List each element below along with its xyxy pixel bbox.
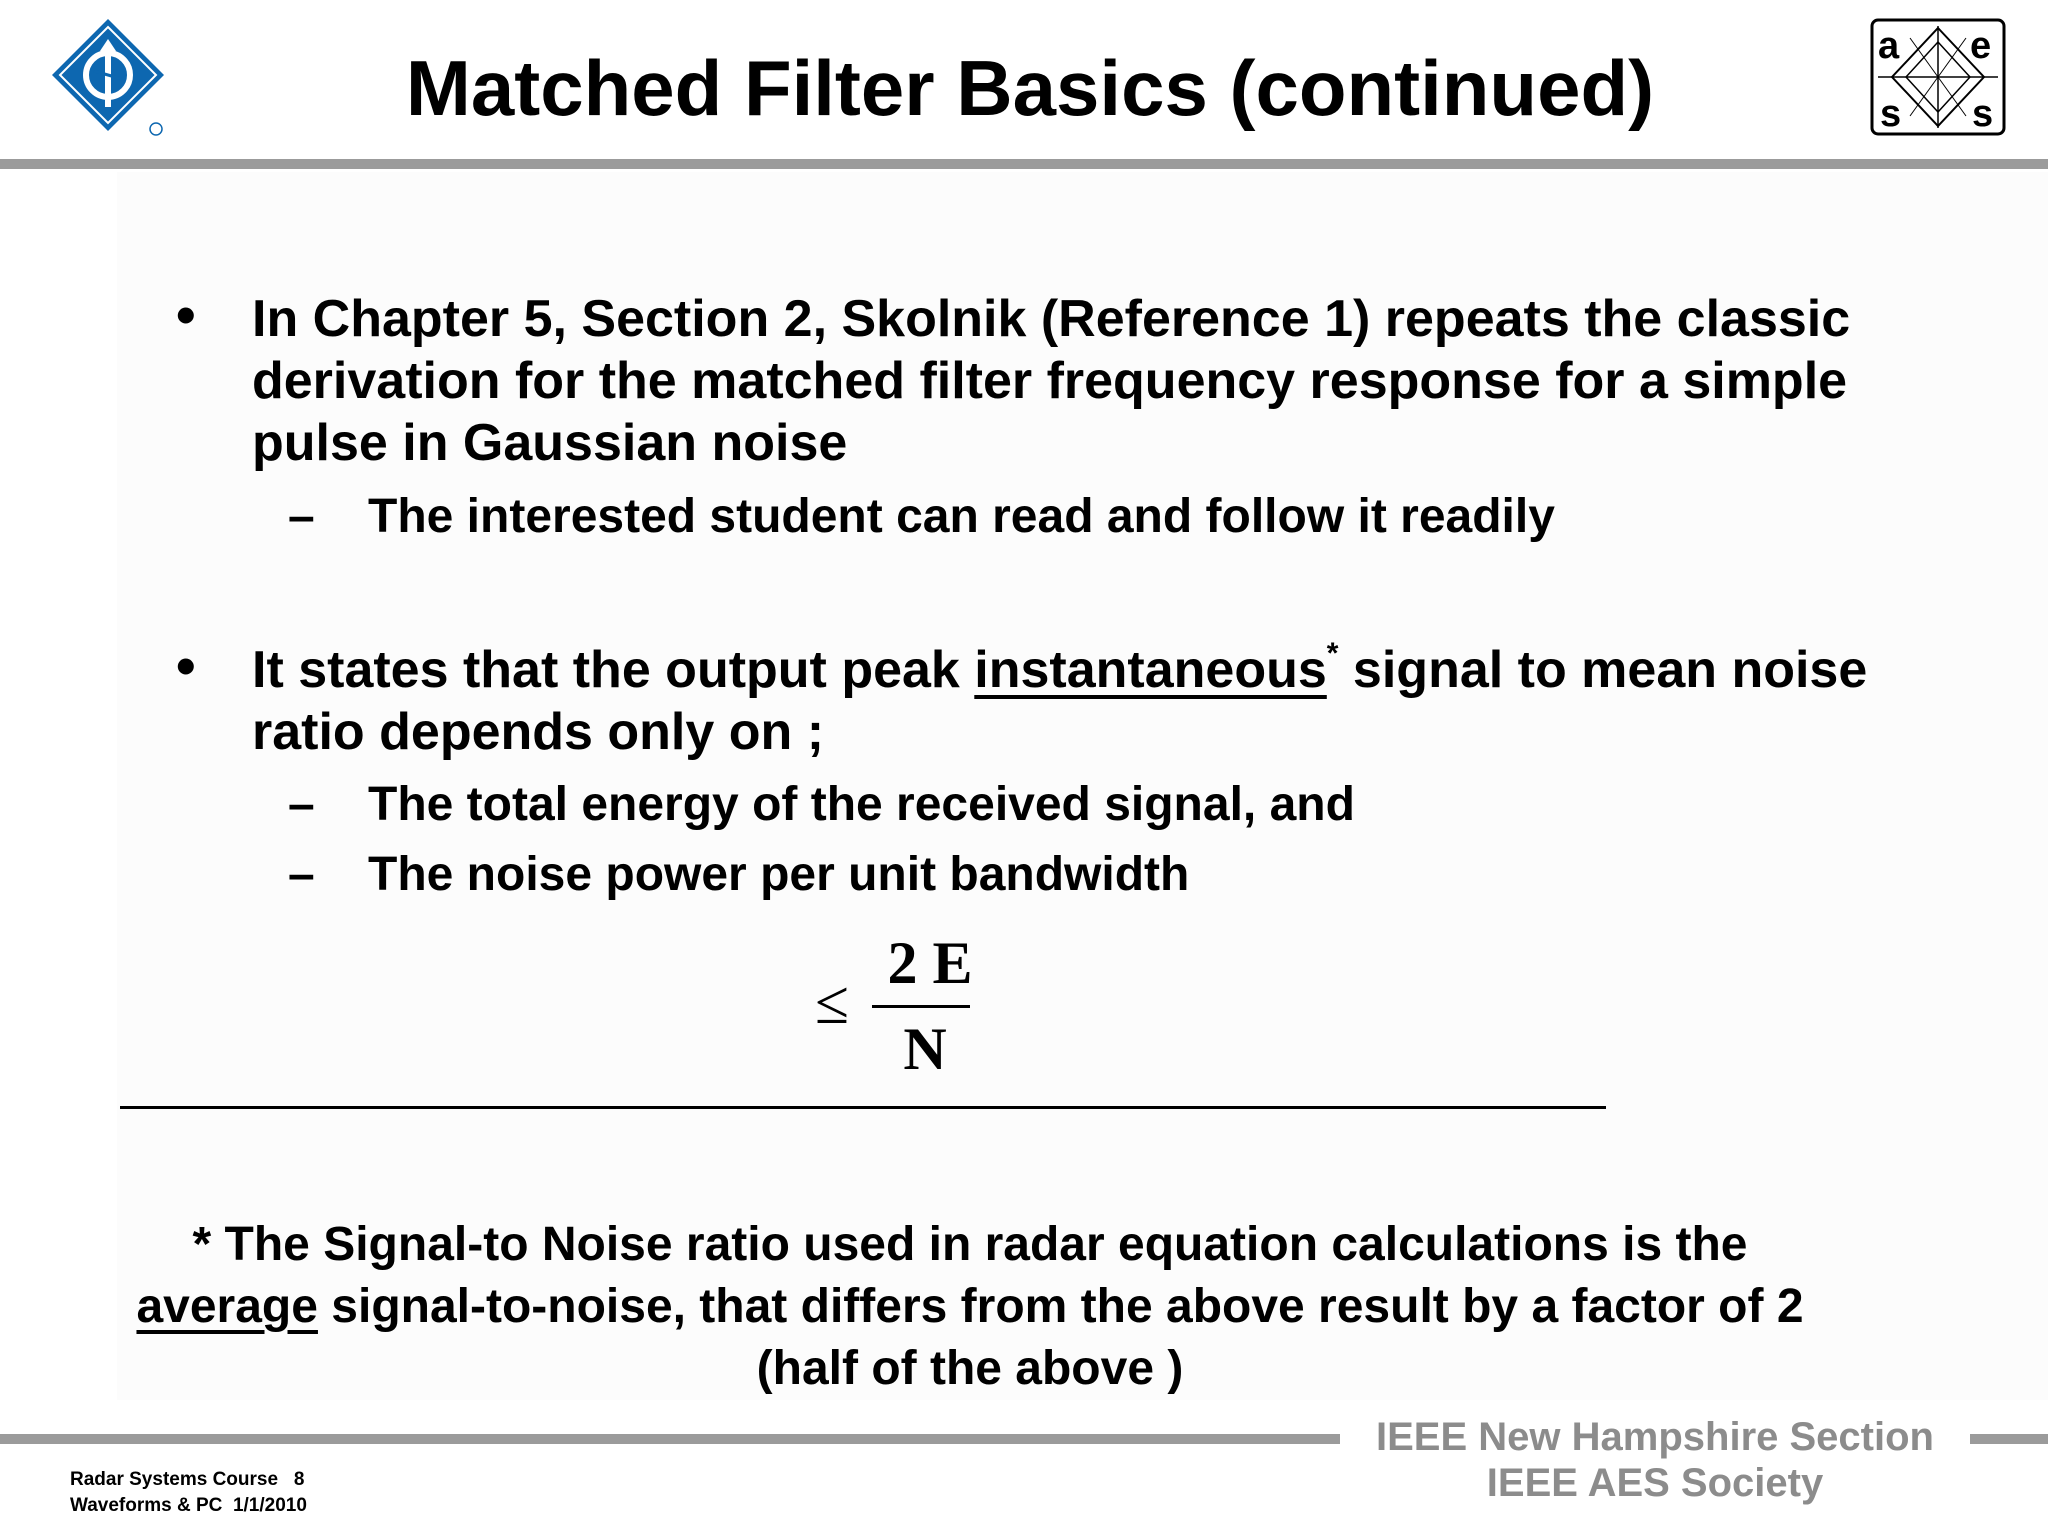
section-name: IEEE New Hampshire Section (1376, 1415, 1934, 1459)
aes-logo-letter-s-right: s (1972, 93, 1994, 135)
bullet-text: In Chapter 5, Section 2, Skolnik (Reference 1) repeats the classic derivation for the matched filter frequency response for a simple pulse in Gaussian noise (252, 290, 1851, 472)
section-info (1340, 1414, 1970, 1506)
dash-icon: – (288, 848, 315, 901)
course-info (70, 1467, 307, 1519)
course-date: Waveforms & PC 1/1/2010 (70, 1495, 307, 1516)
asterisk-marker: * (1326, 637, 1339, 670)
footnote-divider (120, 1106, 1606, 1109)
dash-icon: – (288, 778, 315, 831)
bullet-text-before: It states that the output peak (252, 641, 975, 699)
underlined-instantaneous: instantaneous (974, 641, 1327, 699)
sub-bullet-noise-power (288, 846, 1190, 904)
aes-logo-letter-e: e (1970, 25, 1992, 67)
aes-society-logo-icon (1870, 18, 2006, 136)
sub-bullet-total-energy (288, 776, 1355, 834)
society-name: IEEE AES Society (1486, 1461, 1824, 1505)
bullet-dot-icon: • (176, 634, 196, 697)
slide-title: Matched Filter Basics (continued) (405, 44, 1655, 132)
sub-bullet-text: The noise power per unit bandwidth (368, 848, 1190, 901)
bullet-output-peak (176, 634, 1912, 763)
formula-numerator: 2 E (887, 930, 973, 996)
ieee-logo-icon (48, 15, 172, 139)
header-rule (0, 159, 2048, 169)
sub-bullet-text: The total energy of the received signal, and (368, 778, 1355, 831)
bullet-text-after: signal to mean noise ratio depends only on ; (252, 641, 1868, 761)
footnote-suffix: signal-to-noise, that differs from the above result by a factor of 2 (half of the above ) (317, 1280, 1804, 1395)
footer-rule-right (1958, 1434, 2048, 1444)
snr-formula (815, 928, 995, 1082)
fraction-bar (872, 1005, 970, 1008)
aes-logo-letter-a: a (1878, 25, 1900, 67)
aes-logo-letter-s-left: s (1880, 93, 1902, 135)
footnote-prefix: * The Signal-to Noise ratio used in radar equation calculations is the (192, 1218, 1748, 1271)
bullet-chapter-5 (176, 283, 1892, 474)
less-or-equal-sign: ≤ (815, 969, 850, 1037)
dash-icon: – (288, 490, 315, 543)
formula-denominator: N (903, 1016, 947, 1082)
footnote (120, 1214, 1820, 1400)
sub-bullet-text: The interested student can read and follow it readily (368, 490, 1555, 543)
sub-bullet-interested-student (288, 488, 1555, 546)
course-title-page: Radar Systems Course 8 (70, 1469, 305, 1490)
underlined-average: average (136, 1280, 318, 1333)
footer-rule-left (0, 1434, 1350, 1444)
bullet-dot-icon: • (176, 283, 196, 346)
